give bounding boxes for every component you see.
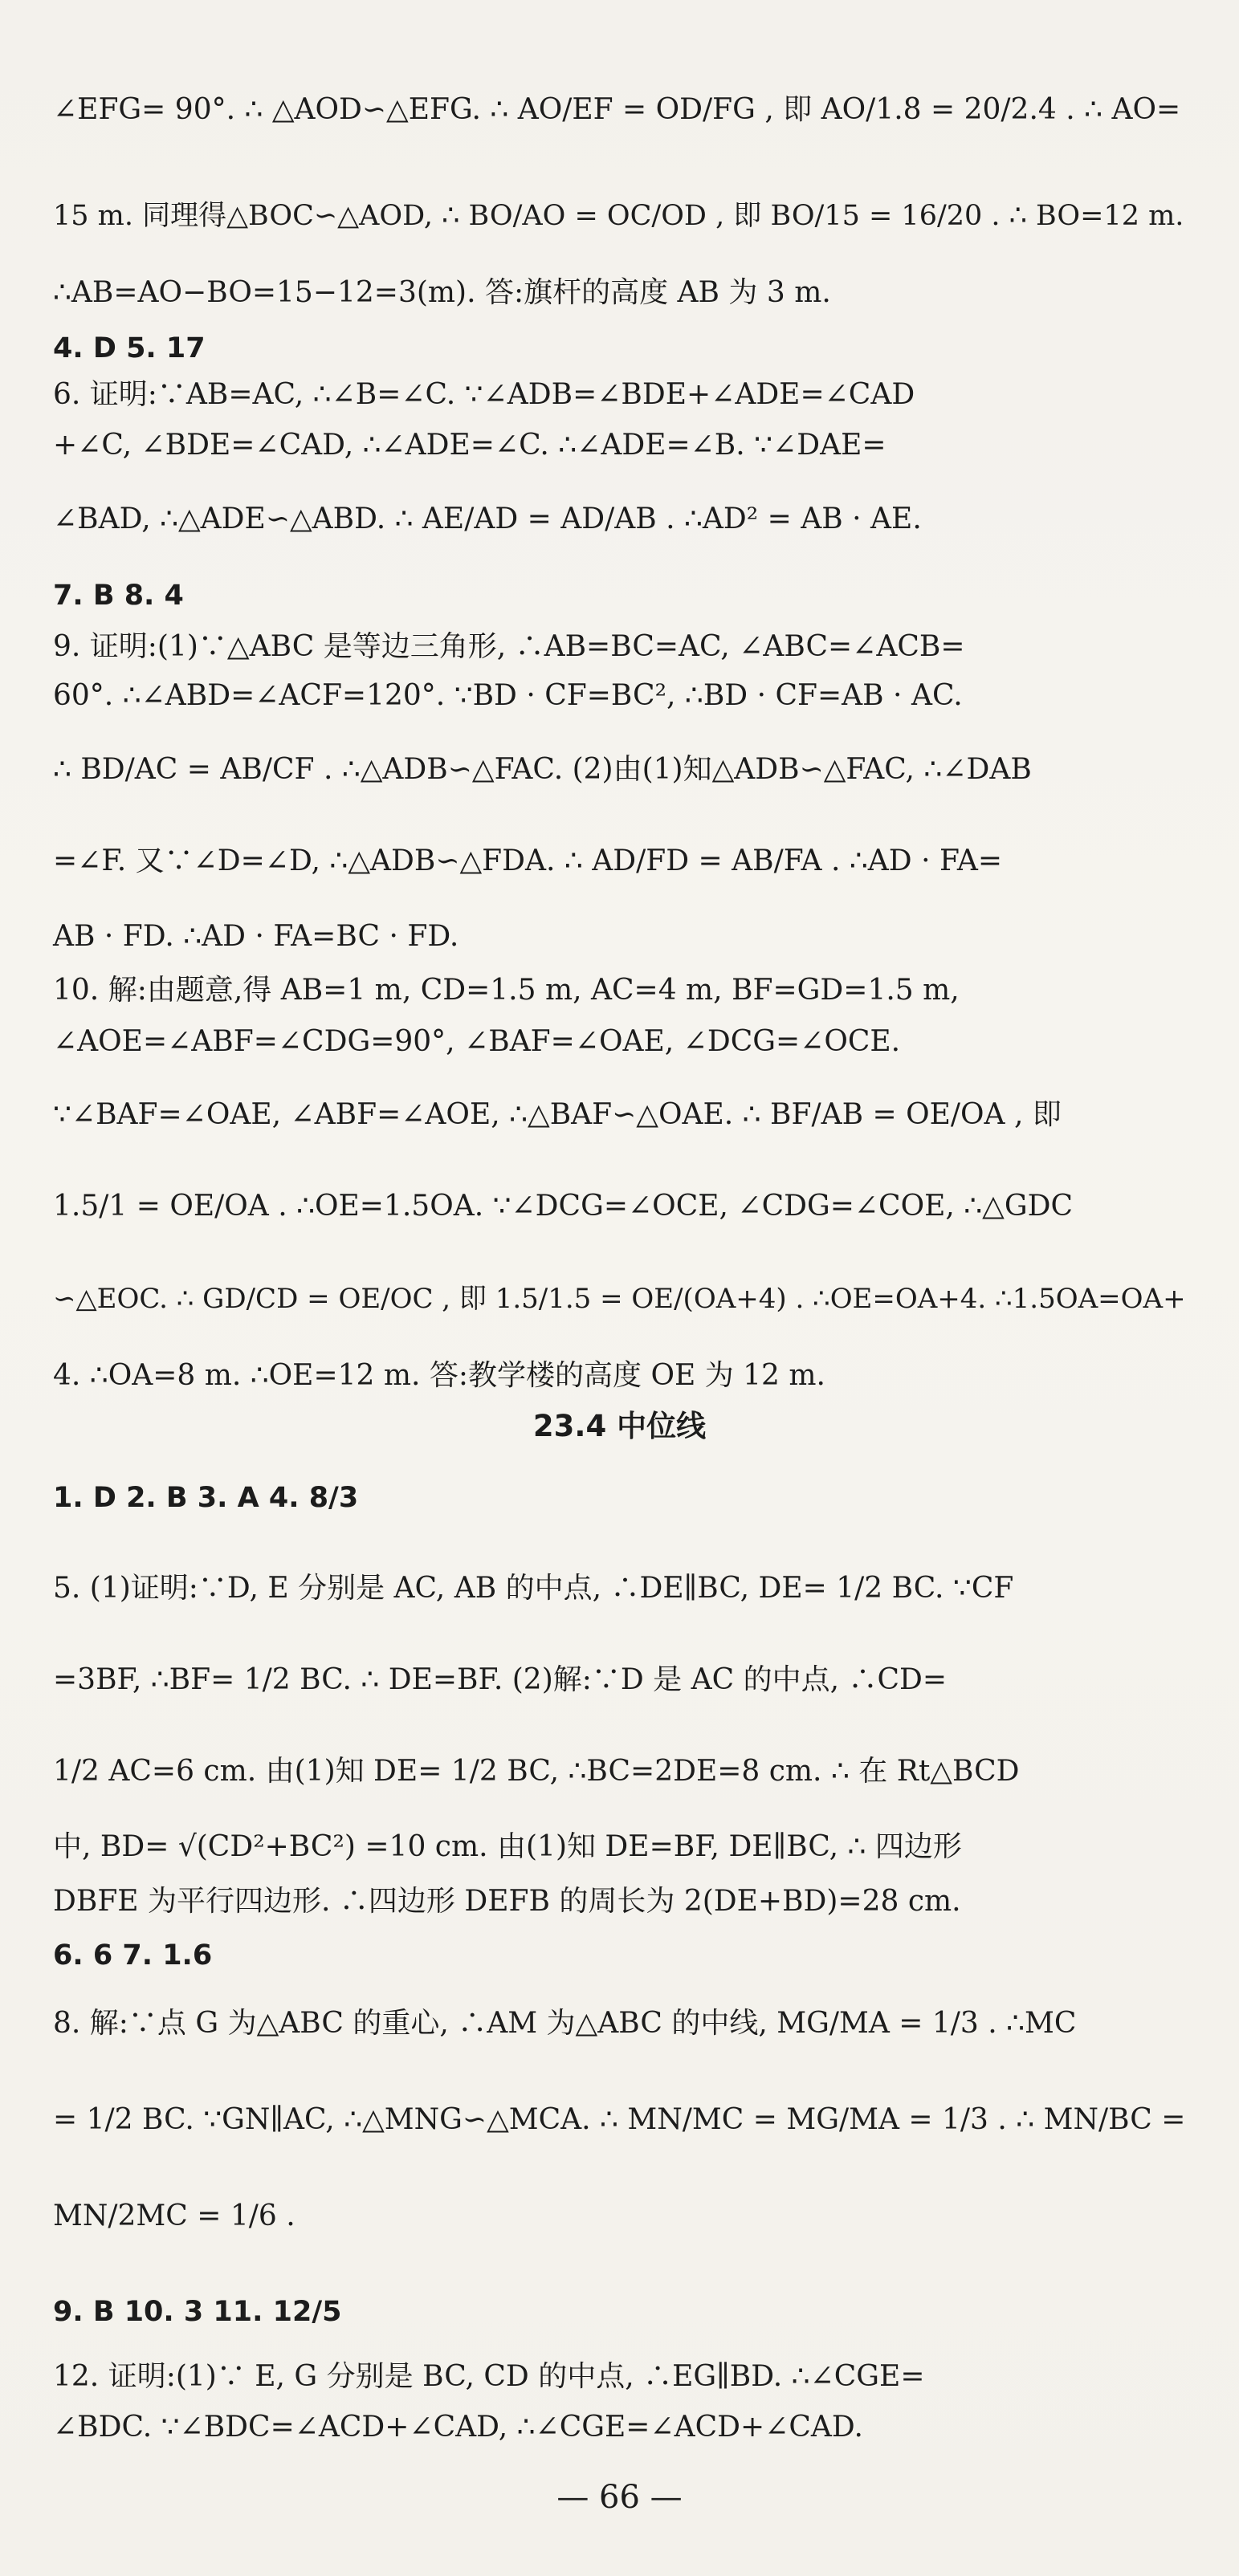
text-line: 5. (1)证明:∵D, E 分别是 AC, AB 的中点, ∴DE∥BC, DE= 1/2 BC. ∵CF	[53, 1572, 1014, 1605]
text-line: 9. 证明:(1)∵△ABC 是等边三角形, ∴AB=BC=AC, ∠ABC=∠ACB=	[53, 630, 965, 663]
text-line: 60°. ∴∠ABD=∠ACF=120°. ∵BD · CF=BC², ∴BD · CF=AB · AC.	[53, 679, 963, 712]
text-line: ∽△EOC. ∴ GD/CD = OE/OC , 即 1.5/1.5 = OE/(OA+4) . ∴OE=OA+4. ∴1.5OA=OA+	[53, 1283, 1186, 1315]
text-line: ∠BAD, ∴△ADE∽△ABD. ∴ AE/AD = AD/AB . ∴AD² = AB · AE.	[53, 503, 922, 535]
page-number: — 66 —	[556, 2479, 683, 2516]
text-line: 中, BD= √(CD²+BC²) =10 cm. 由(1)知 DE=BF, DE∥BC, ∴ 四边形	[53, 1830, 962, 1863]
text-line: ∠BDC. ∵∠BDC=∠ACD+∠CAD, ∴∠CGE=∠ACD+∠CAD.	[53, 2411, 863, 2444]
answer-line: 1. D 2. B 3. A 4. 8/3	[53, 1482, 359, 1514]
text-line: MN/2MC = 1/6 .	[53, 2200, 295, 2232]
text-line: 4. ∴OA=8 m. ∴OE=12 m. 答:教学楼的高度 OE 为 12 m.	[53, 1359, 825, 1392]
text-line: 12. 证明:(1)∵ E, G 分别是 BC, CD 的中点, ∴EG∥BD. ∴∠CGE=	[53, 2360, 925, 2393]
text-line: = 1/2 BC. ∵GN∥AC, ∴△MNG∽△MCA. ∴ MN/MC = MG/MA = 1/3 . ∴ MN/BC =	[53, 2103, 1186, 2136]
text-line: ∴ BD/AC = AB/CF . ∴△ADB∽△FAC. (2)由(1)知△ADB∽△FAC, ∴∠DAB	[53, 753, 1032, 786]
answer-line: 9. B 10. 3 11. 12/5	[53, 2296, 342, 2328]
text-line: 6. 证明:∵AB=AC, ∴∠B=∠C. ∵∠ADB=∠BDE+∠ADE=∠CAD	[53, 378, 915, 411]
answer-line: 6. 6 7. 1.6	[53, 1939, 213, 1972]
text-line: ∠AOE=∠ABF=∠CDG=90°, ∠BAF=∠OAE, ∠DCG=∠OCE.	[53, 1025, 901, 1058]
text-line: 15 m. 同理得△BOC∽△AOD, ∴ BO/AO = OC/OD , 即 BO/15 = 16/20 . ∴ BO=12 m.	[53, 200, 1184, 232]
text-line: =3BF, ∴BF= 1/2 BC. ∴ DE=BF. (2)解:∵D 是 AC 的中点, ∴CD=	[53, 1663, 948, 1696]
text-line: 8. 解:∵点 G 为△ABC 的重心, ∴AM 为△ABC 的中线, MG/MA = 1/3 . ∴MC	[53, 2007, 1077, 2040]
answer-line: 4. D 5. 17	[53, 332, 206, 364]
text-line: +∠C, ∠BDE=∠CAD, ∴∠ADE=∠C. ∴∠ADE=∠B. ∵∠DAE=	[53, 429, 886, 462]
text-line: 1/2 AC=6 cm. 由(1)知 DE= 1/2 BC, ∴BC=2DE=8 cm. ∴ 在 Rt△BCD	[53, 1755, 1020, 1788]
text-line: ∠EFG= 90°. ∴ △AOD∽△EFG. ∴ AO/EF = OD/FG , 即 AO/1.8 = 20/2.4 . ∴ AO=	[53, 93, 1181, 126]
text-line: =∠F. 又∵∠D=∠D, ∴△ADB∽△FDA. ∴ AD/FD = AB/FA . ∴AD · FA=	[53, 844, 1002, 877]
text-line: 10. 解:由题意,得 AB=1 m, CD=1.5 m, AC=4 m, BF=GD=1.5 m,	[53, 974, 960, 1007]
text-line: 1.5/1 = OE/OA . ∴OE=1.5OA. ∵∠DCG=∠OCE, ∠CDG=∠COE, ∴△GDC	[53, 1190, 1074, 1223]
text-line: ∴AB=AO−BO=15−12=3(m). 答:旗杆的高度 AB 为 3 m.	[53, 276, 831, 309]
answer-line: 7. B 8. 4	[53, 580, 184, 612]
text-line: DBFE 为平行四边形. ∴四边形 DEFB 的周长为 2(DE+BD)=28 cm.	[53, 1885, 961, 1918]
text-line: AB · FD. ∴AD · FA=BC · FD.	[53, 920, 459, 953]
section-title: 23.4 中位线	[532, 1409, 707, 1443]
text-line: ∵∠BAF=∠OAE, ∠ABF=∠AOE, ∴△BAF∽△OAE. ∴ BF/AB = OE/OA , 即	[53, 1098, 1062, 1131]
